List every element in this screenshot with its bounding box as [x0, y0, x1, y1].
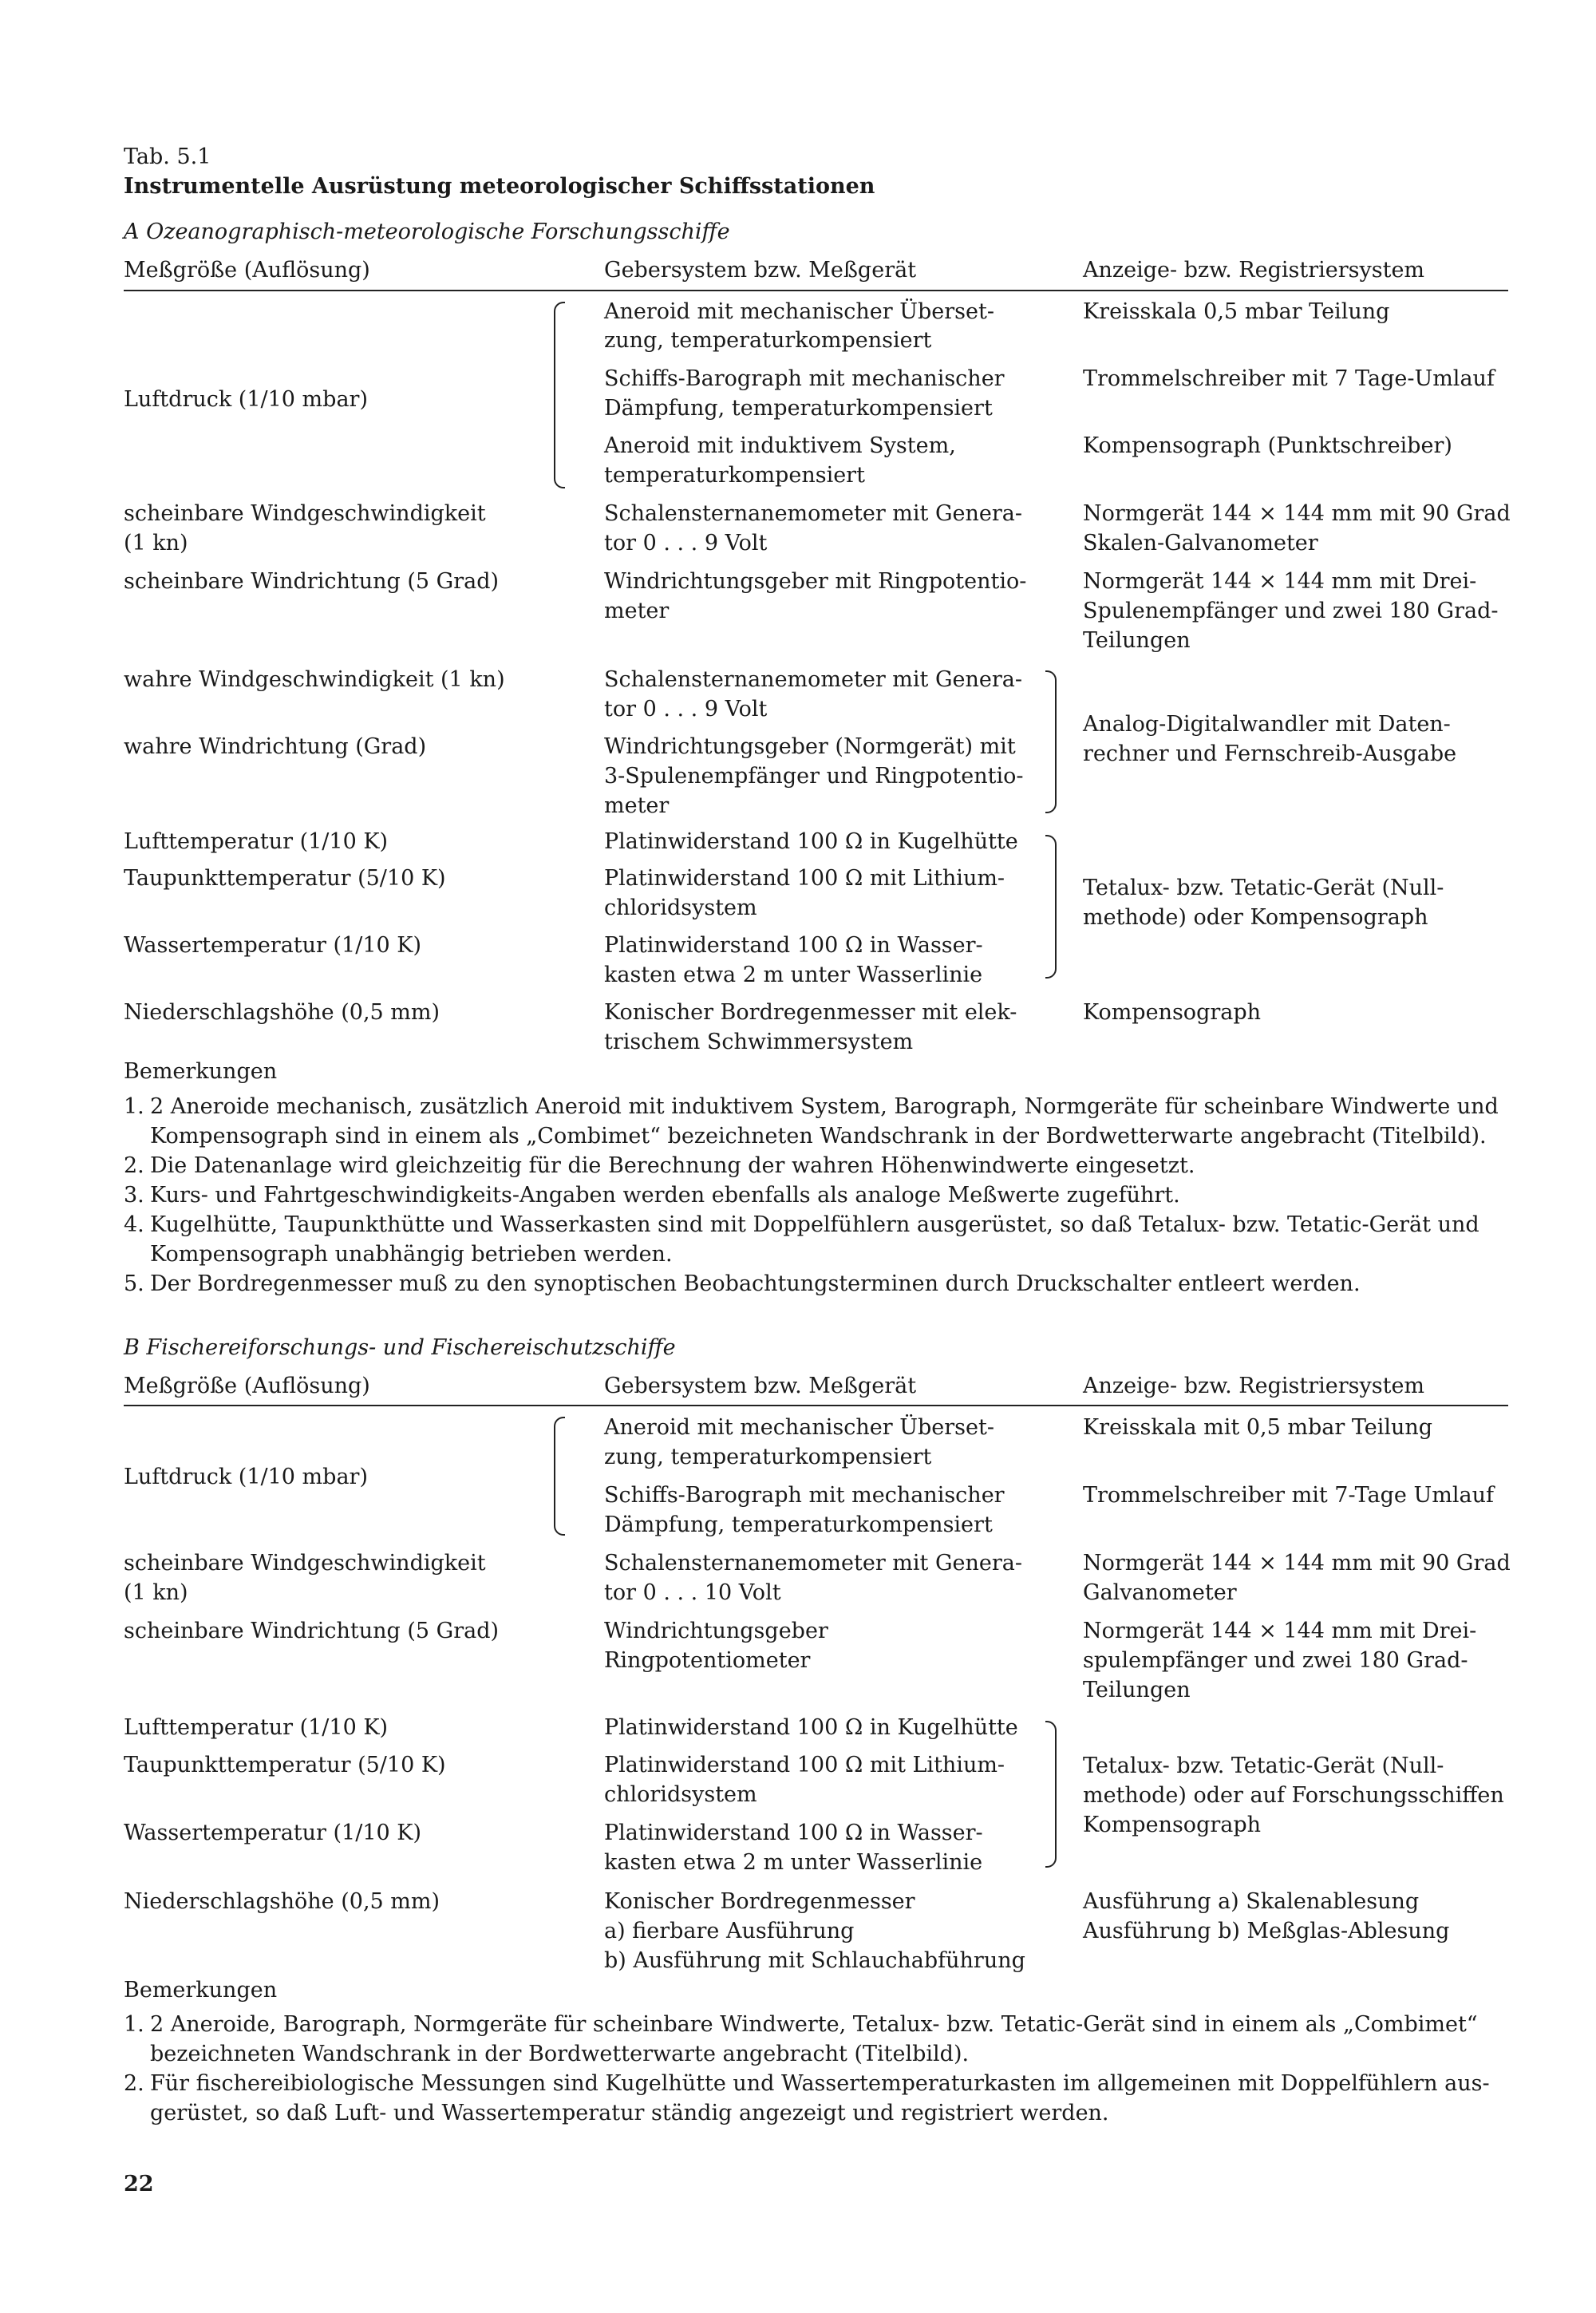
sensor: Platinwiderstand 100 Ω mit Lithium- — [604, 866, 1005, 891]
display: Kreisskala 0,5 mbar Teilung — [1083, 299, 1390, 324]
sensor: Schalensternanemometer mit Genera- — [604, 1551, 1023, 1576]
display: Tetalux- bzw. Tetatic-Gerät (Null- — [1083, 1754, 1444, 1778]
sensor: Platinwiderstand 100 Ω in Wasser- — [604, 933, 983, 958]
remark-text: Die Datenanlage wird gleichzeitig für die Berechnung der wahren Höhenwindwerte eingesetzt. — [150, 1153, 1195, 1178]
display: methode) oder Kompensograph — [1083, 905, 1428, 930]
measurand: Lufttemperatur (1/10 K) — [124, 1715, 389, 1740]
measurand: scheinbare Windgeschwindigkeit — [124, 1551, 486, 1576]
column-header-sensor: Gebersystem bzw. Meßgerät — [604, 1374, 917, 1398]
sensor: trischem Schwimmersystem — [604, 1030, 914, 1054]
sensor: Aneroid mit mechanischer Überset- — [604, 1415, 994, 1440]
display: Ausführung a) Skalenablesung — [1083, 1889, 1420, 1914]
sensor: Konischer Bordregenmesser — [604, 1889, 915, 1914]
display: Kreisskala mit 0,5 mbar Teilung — [1083, 1415, 1433, 1440]
measurand: scheinbare Windgeschwindigkeit — [124, 501, 486, 526]
display: Tetalux- bzw. Tetatic-Gerät (Null- — [1083, 876, 1444, 900]
remark-number: 1. — [124, 1094, 144, 1119]
sensor: Platinwiderstand 100 Ω in Wasser- — [604, 1821, 983, 1845]
header-rule — [124, 1405, 1508, 1406]
remark-text: Für fischereibiologische Messungen sind Kugelhütte und Wassertemperaturkasten im allgemeinen mit Doppelfühlern aus- — [150, 2071, 1490, 2096]
sensor: kasten etwa 2 m unter Wasserlinie — [604, 1850, 983, 1875]
display: rechner und Fernschreib-Ausgabe — [1083, 741, 1457, 766]
display: Ausführung b) Meßglas-Ablesung — [1083, 1919, 1450, 1943]
measurand: Taupunkttemperatur (5/10 K) — [124, 1753, 446, 1777]
section-b-heading: B Fischereiforschungs- und Fischereischutzschiffe — [124, 1335, 676, 1360]
display: methode) oder auf Forschungsschiffen — [1083, 1783, 1504, 1808]
brace — [1045, 670, 1057, 813]
remark-text: bezeichneten Wandschrank in der Bordwetterwarte angebracht (Titelbild). — [150, 2042, 970, 2066]
remark-number: 2. — [124, 2071, 144, 2096]
sensor: zung, temperaturkompensiert — [604, 1445, 932, 1469]
sensor: kasten etwa 2 m unter Wasserlinie — [604, 963, 983, 987]
remark-text: 2 Aneroide mechanisch, zusätzlich Aneroid mit induktivem System, Barograph, Normgeräte für scheinbare Windwerte und — [150, 1094, 1499, 1119]
sensor: zung, temperaturkompensiert — [604, 328, 932, 353]
brace — [1045, 1721, 1057, 1868]
measurand: Wassertemperatur (1/10 K) — [124, 1821, 421, 1845]
display: spulempfänger und zwei 180 Grad- — [1083, 1648, 1468, 1673]
page-number: 22 — [124, 2172, 154, 2196]
measurand: scheinbare Windrichtung (5 Grad) — [124, 569, 500, 594]
sensor: Platinwiderstand 100 Ω in Kugelhütte — [604, 1715, 1018, 1740]
brace — [554, 302, 565, 488]
sensor: tor 0 . . . 9 Volt — [604, 531, 768, 556]
table-label: Tab. 5.1 — [124, 144, 211, 169]
measurand: wahre Windgeschwindigkeit (1 kn) — [124, 667, 505, 692]
sensor: Platinwiderstand 100 Ω in Kugelhütte — [604, 829, 1018, 854]
display: Galvanometer — [1083, 1580, 1237, 1605]
display: Normgerät 144 × 144 mm mit 90 Grad — [1083, 501, 1511, 526]
sensor: Dämpfung, temperaturkompensiert — [604, 396, 993, 421]
remark-text: Kugelhütte, Taupunkthütte und Wasserkasten sind mit Doppelfühlern ausgerüstet, so daß Tetalux- bzw. Tetatic-Gerät und — [150, 1212, 1479, 1237]
remark-number: 3. — [124, 1183, 144, 1208]
sensor: tor 0 . . . 9 Volt — [604, 697, 768, 722]
sensor: chloridsystem — [604, 896, 757, 920]
measurand: (1 kn) — [124, 1580, 188, 1605]
sensor: Schalensternanemometer mit Genera- — [604, 667, 1023, 692]
remark-text: 2 Aneroide, Barograph, Normgeräte für scheinbare Windwerte, Tetalux- bzw. Tetatic-Gerät sind in einem als „Combimet“ — [150, 2012, 1478, 2037]
remark-text: Kompensograph unabhängig betrieben werden. — [150, 1242, 673, 1267]
sensor: Platinwiderstand 100 Ω mit Lithium- — [604, 1753, 1005, 1777]
display: Kompensograph (Punktschreiber) — [1083, 433, 1452, 458]
column-header-sensor: Gebersystem bzw. Meßgerät — [604, 258, 917, 283]
sensor: a) fierbare Ausführung — [604, 1919, 855, 1943]
display: Normgerät 144 × 144 mm mit Drei- — [1083, 569, 1477, 594]
column-header-measurand: Meßgröße (Auflösung) — [124, 1374, 370, 1398]
sensor: Konischer Bordregenmesser mit elek- — [604, 1000, 1017, 1025]
display: Skalen-Galvanometer — [1083, 531, 1318, 556]
table-title: Instrumentelle Ausrüstung meteorologischer Schiffsstationen — [124, 174, 875, 199]
measurand: (1 kn) — [124, 531, 188, 556]
sensor: Dämpfung, temperaturkompensiert — [604, 1512, 993, 1537]
remark-text: gerüstet, so daß Luft- und Wassertemperatur ständig angezeigt und registriert werden. — [150, 2101, 1109, 2125]
measurand: Luftdruck (1/10 mbar) — [124, 1465, 368, 1489]
sensor: b) Ausführung mit Schlauchabführung — [604, 1948, 1025, 1973]
display: Trommelschreiber mit 7 Tage-Umlauf — [1083, 366, 1495, 391]
sensor: meter — [604, 793, 670, 818]
measurand: Niederschlagshöhe (0,5 mm) — [124, 1889, 440, 1914]
display: Analog-Digitalwandler mit Daten- — [1083, 712, 1451, 737]
display: Trommelschreiber mit 7-Tage Umlauf — [1083, 1483, 1494, 1508]
remark-text: Der Bordregenmesser muß zu den synoptischen Beobachtungsterminen durch Druckschalter entleert werden. — [150, 1271, 1361, 1296]
column-header-display: Anzeige- bzw. Registriersystem — [1083, 258, 1425, 283]
sensor: Schiffs-Barograph mit mechanischer — [604, 1483, 1005, 1508]
column-header-display: Anzeige- bzw. Registriersystem — [1083, 1374, 1425, 1398]
sensor: temperaturkompensiert — [604, 463, 865, 488]
sensor: Aneroid mit induktivem System, — [604, 433, 956, 458]
sensor: Ringpotentiometer — [604, 1648, 811, 1673]
brace — [1045, 835, 1057, 979]
display: Kompensograph — [1083, 1000, 1262, 1025]
section-a-heading: A Ozeanographisch-meteorologische Forschungsschiffe — [124, 219, 730, 244]
measurand: Wassertemperatur (1/10 K) — [124, 933, 421, 958]
sensor: Windrichtungsgeber (Normgerät) mit — [604, 734, 1016, 759]
display: Kompensograph — [1083, 1813, 1262, 1837]
header-rule — [124, 290, 1508, 291]
measurand: wahre Windrichtung (Grad) — [124, 734, 427, 759]
remark-number: 1. — [124, 2012, 144, 2037]
remark-number: 4. — [124, 1212, 144, 1237]
measurand: scheinbare Windrichtung (5 Grad) — [124, 1619, 500, 1643]
remarks-a-title: Bemerkungen — [124, 1059, 278, 1084]
display: Normgerät 144 × 144 mm mit 90 Grad — [1083, 1551, 1511, 1576]
remark-text: Kurs- und Fahrtgeschwindigkeits-Angaben werden ebenfalls als analoge Meßwerte zugeführt. — [150, 1183, 1180, 1208]
display: Normgerät 144 × 144 mm mit Drei- — [1083, 1619, 1477, 1643]
measurand: Lufttemperatur (1/10 K) — [124, 829, 389, 854]
sensor: Windrichtungsgeber mit Ringpotentio- — [604, 569, 1027, 594]
sensor: meter — [604, 599, 670, 623]
sensor: Schalensternanemometer mit Genera- — [604, 501, 1023, 526]
sensor: 3-Spulenempfänger und Ringpotentio- — [604, 764, 1024, 789]
measurand: Luftdruck (1/10 mbar) — [124, 387, 368, 412]
column-header-measurand: Meßgröße (Auflösung) — [124, 258, 370, 283]
display: Teilungen — [1083, 628, 1191, 653]
sensor: Windrichtungsgeber — [604, 1619, 828, 1643]
remark-number: 5. — [124, 1271, 144, 1296]
remark-number: 2. — [124, 1153, 144, 1178]
sensor: tor 0 . . . 10 Volt — [604, 1580, 781, 1605]
measurand: Taupunkttemperatur (5/10 K) — [124, 866, 446, 891]
remarks-b-title: Bemerkungen — [124, 1978, 278, 2003]
sensor: Schiffs-Barograph mit mechanischer — [604, 366, 1005, 391]
remark-text: Kompensograph sind in einem als „Combimet“ bezeichneten Wandschrank in der Bordwetterwarte angebracht (Titelbild). — [150, 1124, 1487, 1149]
sensor: Aneroid mit mechanischer Überset- — [604, 299, 994, 324]
brace — [554, 1417, 565, 1536]
sensor: chloridsystem — [604, 1782, 757, 1807]
measurand: Niederschlagshöhe (0,5 mm) — [124, 1000, 440, 1025]
display: Spulenempfänger und zwei 180 Grad- — [1083, 599, 1499, 623]
display: Teilungen — [1083, 1678, 1191, 1702]
